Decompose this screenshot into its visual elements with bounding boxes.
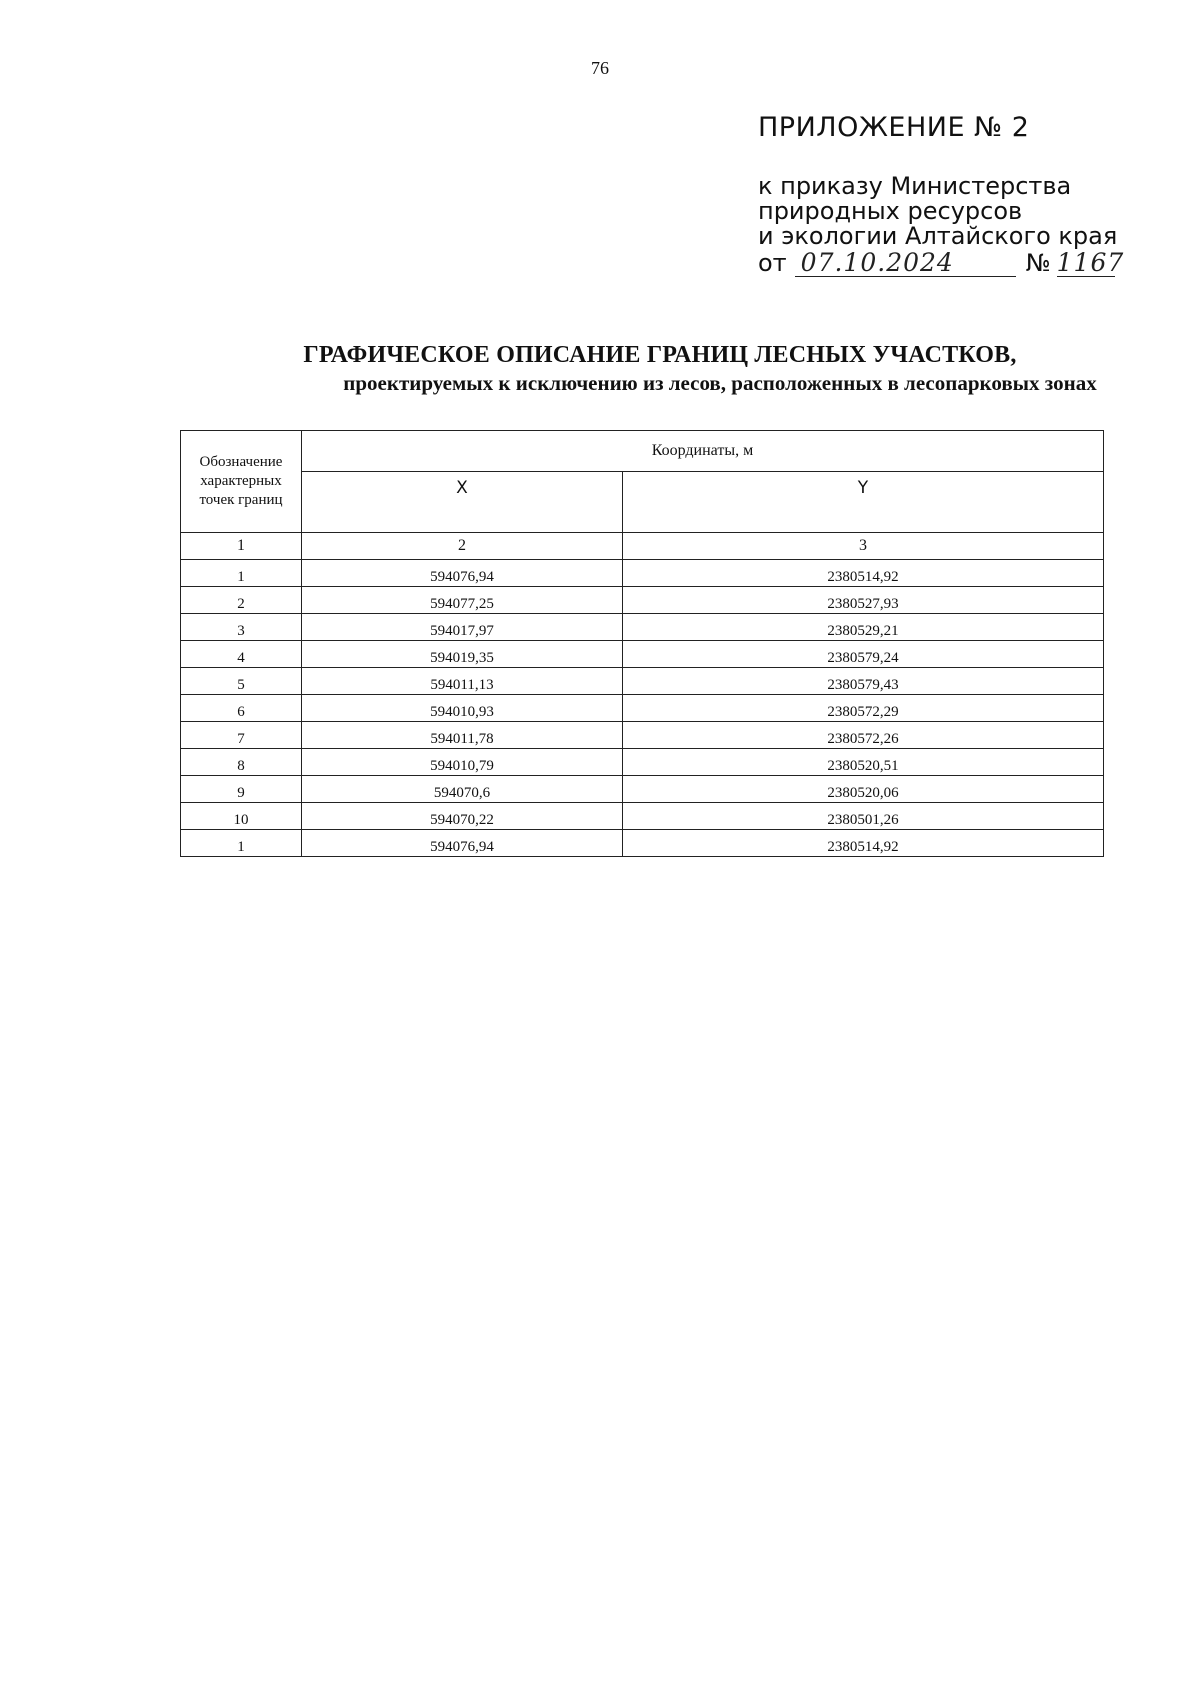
y-coordinate-cell: 2380527,93 (623, 587, 1104, 614)
table-row (181, 776, 1104, 803)
y-coordinate-cell: 2380501,26 (623, 803, 1104, 830)
point-cell: 4 (181, 641, 302, 668)
column-number: 2 (302, 533, 623, 560)
x-coordinate-cell: 594017,97 (302, 614, 623, 641)
x-coordinate-cell: 594076,94 (302, 830, 623, 857)
x-coordinate-cell: 594070,22 (302, 803, 623, 830)
document-title-main: ГРАФИЧЕСКОЕ ОПИСАНИЕ ГРАНИЦ ЛЕСНЫХ УЧАСТКОВ, (303, 342, 1017, 368)
x-coordinate-cell: 594010,79 (302, 749, 623, 776)
point-cell: 10 (181, 803, 302, 830)
y-coordinate-cell: 2380579,24 (623, 641, 1104, 668)
point-cell: 3 (181, 614, 302, 641)
order-date-number (758, 248, 1125, 277)
column-number: 3 (623, 533, 1104, 560)
number-prefix: № (1025, 249, 1051, 277)
x-coordinate-cell: 594019,35 (302, 641, 623, 668)
x-coordinate-cell: 594077,25 (302, 587, 623, 614)
point-cell: 1 (181, 830, 302, 857)
header-point-designation: Обозначение характерных точек границ (181, 431, 302, 533)
header-coordinates: Координаты, м (302, 431, 1104, 472)
appendix-block (758, 112, 1125, 277)
point-cell: 2 (181, 587, 302, 614)
x-coordinate-cell: 594070,6 (302, 776, 623, 803)
table-row (181, 614, 1104, 641)
order-date-field (795, 250, 1016, 277)
appendix-title: ПРИЛОЖЕНИЕ № 2 (758, 112, 1030, 143)
y-coordinate-cell: 2380520,06 (623, 776, 1104, 803)
point-cell: 1 (181, 560, 302, 587)
y-coordinate-cell: 2380579,43 (623, 668, 1104, 695)
order-number-handwritten: 1167 (1056, 248, 1125, 277)
appendix-line-1: к приказу Министерства (758, 172, 1072, 200)
table-row (181, 587, 1104, 614)
column-number-row (181, 533, 1104, 560)
y-coordinate-cell: 2380514,92 (623, 830, 1104, 857)
y-coordinate-cell: 2380572,26 (623, 722, 1104, 749)
coordinates-table (180, 430, 1104, 857)
order-date-handwritten: 07.10.2024 (800, 248, 954, 277)
appendix-line-3: и экологии Алтайского края (758, 222, 1118, 250)
header-y: Y (623, 472, 1104, 533)
table-row (181, 641, 1104, 668)
table-row (181, 722, 1104, 749)
column-number: 1 (181, 533, 302, 560)
y-coordinate-cell: 2380572,29 (623, 695, 1104, 722)
document-title (180, 340, 1140, 396)
y-coordinate-cell: 2380520,51 (623, 749, 1104, 776)
date-prefix: от (758, 249, 787, 277)
appendix-line-2: природных ресурсов (758, 197, 1023, 225)
table-row (181, 830, 1104, 857)
x-coordinate-cell: 594010,93 (302, 695, 623, 722)
point-cell: 9 (181, 776, 302, 803)
table-row (181, 749, 1104, 776)
table-row (181, 803, 1104, 830)
header-x: X (302, 472, 623, 533)
table-row (181, 695, 1104, 722)
x-coordinate-cell: 594011,13 (302, 668, 623, 695)
point-cell: 5 (181, 668, 302, 695)
y-coordinate-cell: 2380514,92 (623, 560, 1104, 587)
y-coordinate-cell: 2380529,21 (623, 614, 1104, 641)
document-title-sub: проектируемых к исключению из лесов, расположенных в лесопарковых зонах (343, 371, 1097, 395)
table-row (181, 668, 1104, 695)
point-cell: 6 (181, 695, 302, 722)
point-cell: 7 (181, 722, 302, 749)
x-coordinate-cell: 594076,94 (302, 560, 623, 587)
page-number: 76 (591, 58, 609, 78)
table-row (181, 560, 1104, 587)
point-cell: 8 (181, 749, 302, 776)
order-number-field (1056, 248, 1125, 277)
x-coordinate-cell: 594011,78 (302, 722, 623, 749)
